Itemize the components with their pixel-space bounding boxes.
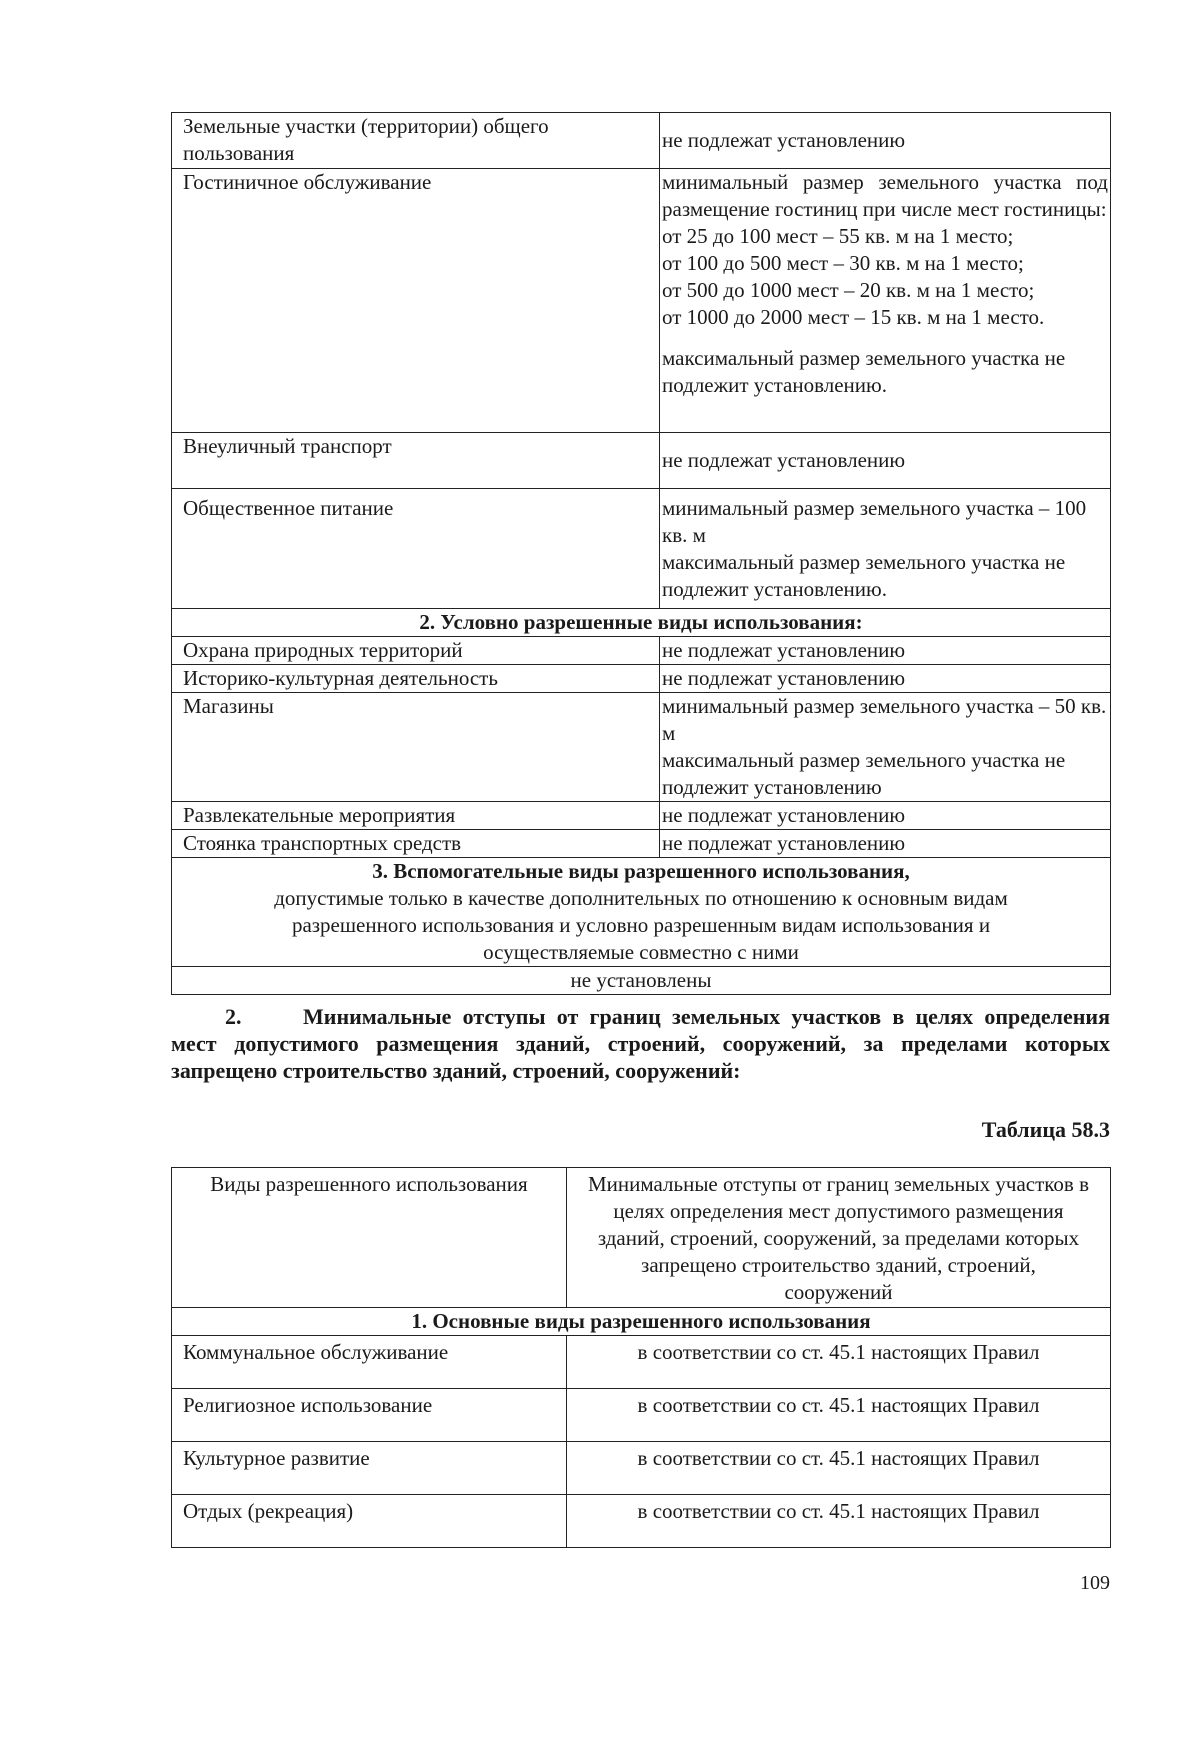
value-cell: не подлежат установлению xyxy=(660,830,1111,858)
permitted-use-table xyxy=(171,112,1111,995)
setback-table xyxy=(171,1167,1111,1548)
section-note-line: допустимые только в качестве дополнительных по отношению к основным видам xyxy=(274,886,1008,910)
value-cell: не подлежат установлению xyxy=(660,433,1111,489)
use-cell: Развлекательные мероприятия xyxy=(172,802,660,830)
value-cell: не подлежат установлению xyxy=(660,113,1111,169)
value-line: максимальный размер земельного участка не подлежит установлению xyxy=(662,748,1066,799)
use-cell: Земельные участки (территории) общего пользования xyxy=(172,113,660,169)
table-row xyxy=(172,1389,1111,1442)
value-cell: не подлежат установлению xyxy=(660,802,1111,830)
section-paragraph xyxy=(171,1003,1110,1084)
section-title: 2. Условно разрешенные виды использования: xyxy=(172,609,1111,637)
use-cell: Охрана природных территорий xyxy=(172,637,660,665)
use-cell: Магазины xyxy=(172,693,660,802)
table-row xyxy=(172,1442,1111,1495)
column-header: Виды разрешенного использования xyxy=(172,1168,567,1308)
value-cell: не установлены xyxy=(172,967,1111,995)
section-title xyxy=(172,858,1111,967)
page-number: 109 xyxy=(1080,1572,1110,1594)
value-cell xyxy=(660,489,1111,609)
table-row xyxy=(172,693,1111,802)
value-cell: не подлежат установлению xyxy=(660,665,1111,693)
use-cell: Культурное развитие xyxy=(172,1442,567,1495)
table-row xyxy=(172,830,1111,858)
value-line: минимальный размер земельного участка – 50 кв. м xyxy=(662,694,1107,745)
section-note-line: осуществляемые совместно с ними xyxy=(483,940,799,964)
paragraph-number: 2. xyxy=(225,1004,242,1029)
value-cell: не подлежат установлению xyxy=(660,637,1111,665)
table-row xyxy=(172,665,1111,693)
table-row xyxy=(172,802,1111,830)
table-row xyxy=(172,967,1111,995)
use-cell: Гостиничное обслуживание xyxy=(172,169,660,433)
table-row xyxy=(172,433,1111,489)
use-cell: Религиозное использование xyxy=(172,1389,567,1442)
table-row xyxy=(172,169,1111,433)
table-row xyxy=(172,489,1111,609)
section-header-row xyxy=(172,609,1111,637)
section-title: 1. Основные виды разрешенного использования xyxy=(172,1308,1111,1336)
value-line: от 500 до 1000 мест – 20 кв. м на 1 место; xyxy=(662,278,1035,302)
value-line: максимальный размер земельного участка не подлежит установлению. xyxy=(662,550,1066,601)
table-row xyxy=(172,1495,1111,1548)
paragraph-text: Минимальные отступы от границ земельных участков в целях определения мест допустимого размещения зданий, строений, сооружений, за пределами которых запрещено строительство зданий, строений, сооружений: xyxy=(171,1004,1110,1083)
use-cell: Историко-культурная деятельность xyxy=(172,665,660,693)
section-header-row xyxy=(172,858,1111,967)
section-header-row xyxy=(172,1308,1111,1336)
section-note-line: разрешенного использования и условно разрешенным видам использования и xyxy=(291,913,991,937)
use-cell: Коммунальное обслуживание xyxy=(172,1336,567,1389)
table-caption: Таблица 58.3 xyxy=(981,1117,1110,1142)
value-cell: в соответствии со ст. 45.1 настоящих Правил xyxy=(567,1495,1111,1548)
table-row xyxy=(172,1336,1111,1389)
value-line: от 1000 до 2000 мест – 15 кв. м на 1 место. xyxy=(662,305,1045,329)
value-line: максимальный размер земельного участка не подлежит установлению. xyxy=(662,346,1066,397)
use-cell: Отдых (рекреация) xyxy=(172,1495,567,1548)
value-line: минимальный размер земельного участка – 100 кв. м xyxy=(662,496,1087,547)
column-header: Минимальные отступы от границ земельных участков в целях определения мест допустимого размещения зданий, строений, сооружений, за пределами которых запрещено строительство зданий, строений, сооружений xyxy=(567,1168,1111,1308)
value-cell: в соответствии со ст. 45.1 настоящих Правил xyxy=(567,1442,1111,1495)
table-row xyxy=(172,637,1111,665)
section-title-line: 3. Вспомогательные виды разрешенного использования, xyxy=(372,859,910,883)
value-cell: в соответствии со ст. 45.1 настоящих Правил xyxy=(567,1336,1111,1389)
use-cell: Общественное питание xyxy=(172,489,660,609)
value-line: от 25 до 100 мест – 55 кв. м на 1 место; xyxy=(662,224,1014,248)
table-header-row xyxy=(172,1168,1111,1308)
use-cell: Стоянка транспортных средств xyxy=(172,830,660,858)
use-cell: Внеуличный транспорт xyxy=(172,433,660,489)
value-line: минимальный размер земельного участка под размещение гостиниц при числе мест гостиницы: xyxy=(662,170,1108,221)
value-cell: в соответствии со ст. 45.1 настоящих Правил xyxy=(567,1389,1111,1442)
value-line: от 100 до 500 мест – 30 кв. м на 1 место; xyxy=(662,251,1024,275)
value-cell xyxy=(660,169,1111,433)
value-cell xyxy=(660,693,1111,802)
table-row xyxy=(172,113,1111,169)
